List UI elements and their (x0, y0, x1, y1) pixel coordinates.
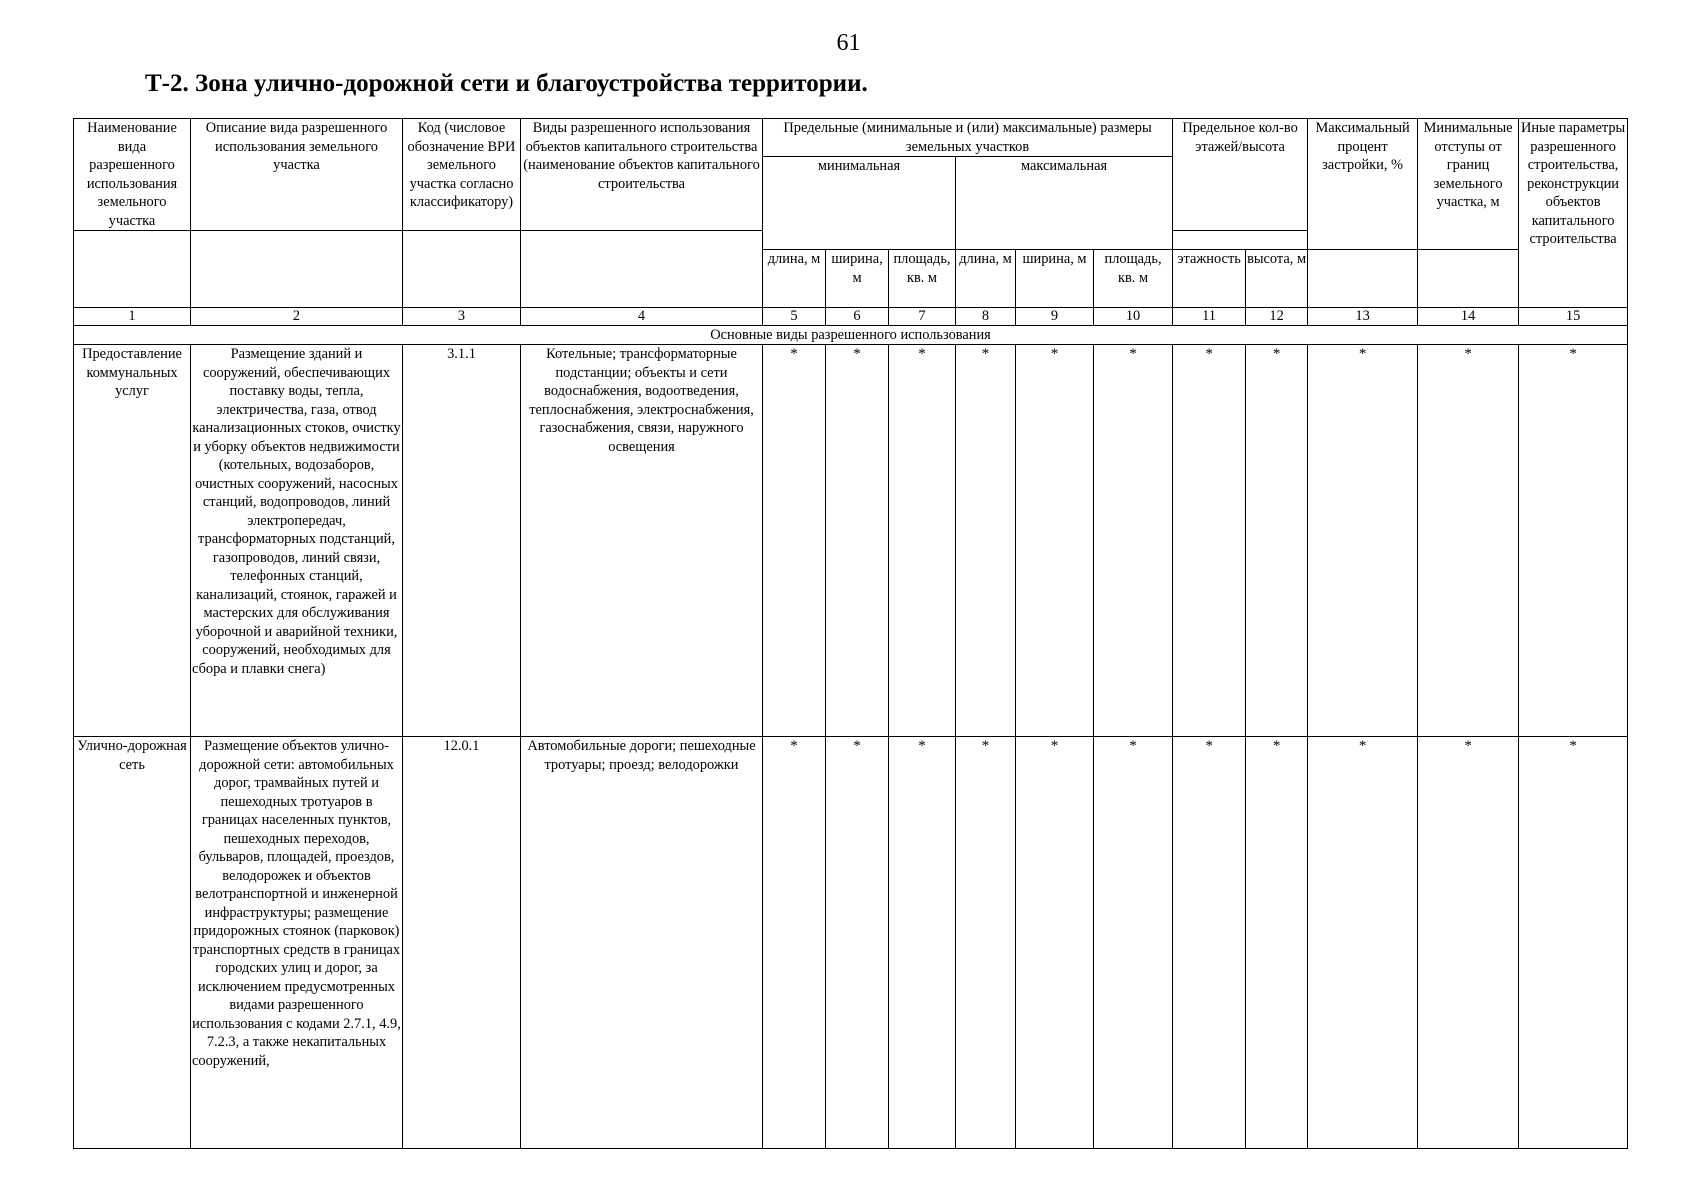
row-description: Размещение зданий и сооружений, обеспечивающих поставку воды, тепла, электричества, газа, отвод канализационных стоков, очистку и уборку объектов недвижимости (котельных, водозаборов, очистных сооружений, насосных станций, водопроводов, линий электропередач, трансформаторных подстанций, газопроводов, линий связи, телефонных станций, канализаций, стоянок, гаражей и мастерских для обслуживания уборочной и аварийной техники, сооружений, необходимых для сбора и плавки снега) (191, 345, 403, 737)
column-number: 5 (763, 308, 826, 326)
header-other-params: Иные параметры разрешенного строительства, реконструкции объектов капитального строительства (1519, 119, 1628, 308)
column-number: 3 (403, 308, 521, 326)
row-value: * (956, 345, 1016, 737)
row-description: Размещение объектов улично-дорожной сети: автомобильных дорог, трамвайных путей и пешеходных тротуаров в границах населенных пунктов, пешеходных переходов, бульваров, площадей, проездов, велодорожек и объектов велотранспортной и инженерной инфраструктуры; размещение придорожных стоянок (парковок) транспортных средств в границах городских улиц и дорог, за исключением предусмотренных видами разрешенного использования с кодами 2.7.1, 4.9, 7.2.3, а также некапитальных сооружений, (191, 737, 403, 1149)
row-code: 12.0.1 (403, 737, 521, 1149)
column-number: 4 (521, 308, 763, 326)
column-numbers-row (74, 308, 1628, 326)
row-objects: Котельные; трансформаторные подстанции; объекты и сети водоснабжения, водоотведения, теплоснабжения, электроснабжения, газоснабжения, связи, наружного освещения (521, 345, 763, 737)
header-max-group: максимальная (956, 157, 1173, 250)
header-name: Наименование вида разрешенного использования земельного участка (74, 119, 191, 231)
header-name-cont (74, 231, 191, 308)
column-number: 13 (1308, 308, 1418, 326)
row-name: Предоставление коммунальных услуг (74, 345, 191, 737)
row-value: * (763, 345, 826, 737)
row-value: * (1418, 737, 1519, 1149)
column-number: 8 (956, 308, 1016, 326)
header-max-coverage: Максимальный процент застройки, % (1308, 119, 1418, 250)
page-number: 61 (836, 30, 861, 56)
header-max-area: площадь, кв. м (1094, 250, 1173, 308)
row-value: * (826, 345, 889, 737)
header-objects-cont (521, 231, 763, 308)
row-value: * (1519, 345, 1628, 737)
header-code: Код (числовое обозначение ВРИ земельного участка согласно классификатору) (403, 119, 521, 231)
row-value: * (1094, 737, 1173, 1149)
header-description: Описание вида разрешенного использования земельного участка (191, 119, 403, 231)
column-number: 10 (1094, 308, 1173, 326)
column-number: 6 (826, 308, 889, 326)
header-code-cont (403, 231, 521, 308)
regulations-table (73, 118, 1628, 1149)
row-value: * (1173, 345, 1246, 737)
header-floors-group: Предельное кол-во этажей/высота (1173, 119, 1308, 231)
column-number: 9 (1016, 308, 1094, 326)
header-min-group: минимальная (763, 157, 956, 250)
section-row (74, 326, 1628, 345)
header-max-width: ширина, м (1016, 250, 1094, 308)
table-row (74, 345, 1628, 737)
header-objects: Виды разрешенного использования объектов капитального строительства (наименование объектов капитального строительства (521, 119, 763, 231)
row-value: * (1246, 737, 1308, 1149)
row-value: * (1308, 345, 1418, 737)
header-limits-group: Предельные (минимальные и (или) максимальные) размеры земельных участков (763, 119, 1173, 157)
header-max-coverage-cont (1308, 250, 1418, 308)
header-min-setbacks: Минимальные отступы от границ земельного участка, м (1418, 119, 1519, 250)
row-value: * (1016, 345, 1094, 737)
column-number: 2 (191, 308, 403, 326)
row-value: * (1016, 737, 1094, 1149)
row-code: 3.1.1 (403, 345, 521, 737)
row-value: * (1519, 737, 1628, 1149)
column-number: 12 (1246, 308, 1308, 326)
row-value: * (763, 737, 826, 1149)
row-value: * (1094, 345, 1173, 737)
row-value: * (1308, 737, 1418, 1149)
row-value: * (826, 737, 889, 1149)
row-value: * (1173, 737, 1246, 1149)
row-value: * (956, 737, 1016, 1149)
header-description-cont (191, 231, 403, 308)
header-min-length: длина, м (763, 250, 826, 308)
column-number: 1 (74, 308, 191, 326)
page-title: Т-2. Зона улично-дорожной сети и благоустройства территории. (145, 70, 868, 97)
row-value: * (1418, 345, 1519, 737)
header-min-width: ширина, м (826, 250, 889, 308)
row-value: * (889, 345, 956, 737)
row-value: * (1246, 345, 1308, 737)
column-number: 7 (889, 308, 956, 326)
column-number: 15 (1519, 308, 1628, 326)
header-floors: этажность (1173, 250, 1246, 308)
table-row (74, 737, 1628, 1149)
header-min-setbacks-cont (1418, 250, 1519, 308)
row-name: Улично-дорожная сеть (74, 737, 191, 1149)
header-floors-cont (1173, 231, 1308, 250)
row-objects: Автомобильные дороги; пешеходные тротуары; проезд; велодорожки (521, 737, 763, 1149)
section-title: Основные виды разрешенного использования (74, 326, 1628, 345)
header-height: высота, м (1246, 250, 1308, 308)
header-max-length: длина, м (956, 250, 1016, 308)
column-number: 11 (1173, 308, 1246, 326)
row-value: * (889, 737, 956, 1149)
column-number: 14 (1418, 308, 1519, 326)
header-min-area: площадь, кв. м (889, 250, 956, 308)
